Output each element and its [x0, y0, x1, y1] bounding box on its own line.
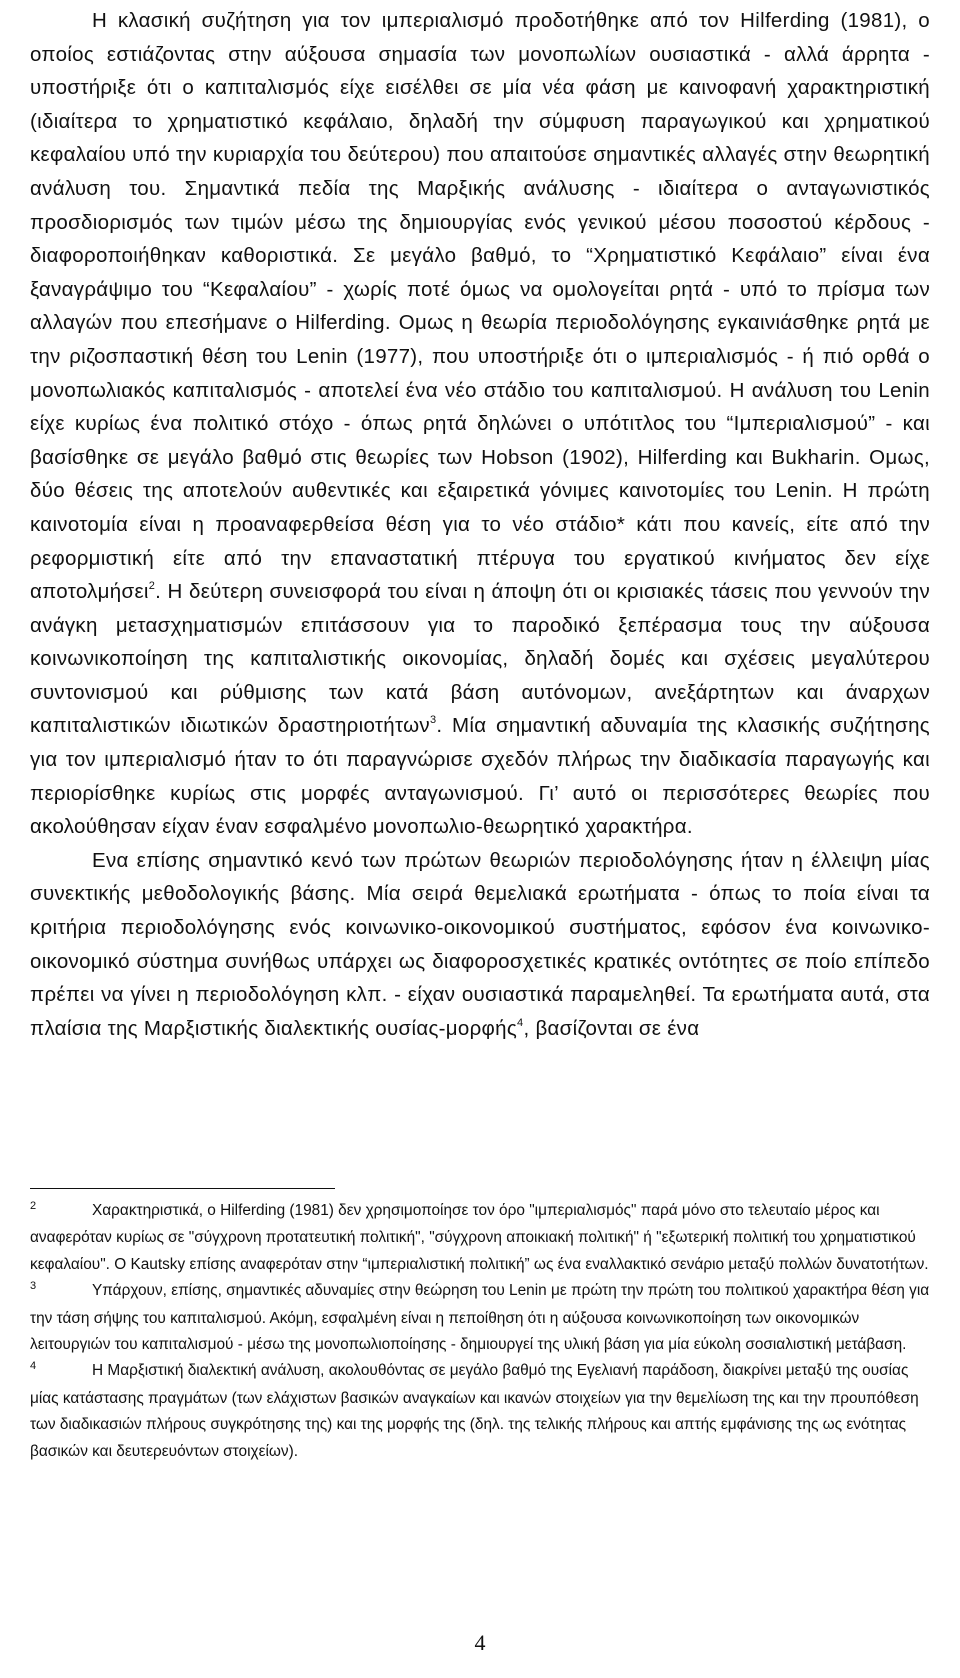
paragraph-text: . Μία σημαντική αδυναμία της κλασικής συζήτησης για τον ιμπεριαλισμό ήταν το ότι παραγνώρισε σχεδόν πλήρως την διαδικασία παραγωγής και περιορίσθηκε κυρίως στις μορφές ανταγωνισμού. Γι’ αυτό οι περισσότερες θεωρίες που ακολούθησαν είχαν έναν εσφαλμένο μονοπωλιο-θεωρητικό χαρακτήρα. — [30, 714, 930, 839]
footnote-number: 3 — [30, 1280, 37, 1293]
paragraph-text: , βασίζονται σε ένα — [523, 1016, 700, 1040]
footnote-number: 4 — [30, 1360, 37, 1373]
body-paragraph — [30, 844, 930, 1046]
footnote-text: Υπάρχουν, επίσης, σημαντικές αδυναμίες στην θεώρηση του Lenin με πρώτη την πρώτη του πολιτικού χαρακτήρα θέση για την τάση σήψης του καπιταλισμού. Ακόμη, εσφαλμένη είναι η πεποίθηση ότι η αύξουσα κοινωνικοποίηση των οικονομικών λειτουργιών του καπιταλισμού - μέσω της μονοπωλιοποίησης - δημιουργεί της υλική βάση για μία εύκολη σοσιαλιστική μετάβαση. — [30, 1282, 930, 1354]
footnote-text: Χαρακτηριστικά, ο Hilferding (1981) δεν χρησιμοποίησε τον όρο "ιμπεριαλισμός" παρά μόνο στο τελευταίο μέρος και αναφερόταν κυρίως σε "σύγχρονη προτατευτική πολιτική", "σύγχρονη αποικιακή πολιτική" ή "εξωτερική πολιτική του χρηματιστικού κεφαλαίου". Ο Kautsky επίσης αναφερόταν στην “ιμπεριαλιστική πολιτική” ως ένα εναλλακτικό σενάριο μεταξύ πολλών δυνατοτήτων. — [30, 1202, 929, 1273]
footnote-number: 2 — [30, 1200, 37, 1212]
footnote-reference[interactable]: 3 — [429, 714, 437, 727]
footnote — [30, 1358, 930, 1465]
footnote-separator — [30, 1188, 335, 1189]
footnote-text: Η Μαρξιστική διαλεκτική ανάλυση, ακολουθόντας σε μεγάλο βαθμό της Εγελιανή παράδοση, διακρίνει μεταξύ της ουσίας μίας κατάστασης πραγμάτων (των ελάχιστων βασικών αναγκαίων και ικανών στοιχείων για την θεμελίωση της και την προυπόθεση των διαδικασιών πλήρους συγκρότησης της) και της μορφής της (δηλ. της τελικής πλήρους και απτής εμφάνισης της ως ενότητας βασικών και δευτερευόντων στοιχείων). — [30, 1362, 919, 1460]
paragraph-text: . Η δεύτερη συνεισφορά του είναι η άποψη ότι οι κρισιακές τάσεις που γεννούν την ανάγκη μετασχηματισμών επιτάσσουν για το παροδικό ξεπέρασμα τους την αύξουσα κοινωνικοποίηση της καπιταλιστικής οικονομίας, δηλαδή δομές και σχέσεις μεγαλύτερου συντονισμού και ρύθμισης των κατά βάση αυτόνομων, ανεξάρτητων και άναρχων καπιταλιστικών ιδιωτικών δραστηριοτήτων — [30, 580, 930, 738]
body-paragraph — [30, 4, 930, 844]
footnote — [30, 1278, 930, 1358]
footnote — [30, 1198, 930, 1278]
main-text — [30, 4, 930, 1045]
paragraph-text: Η κλασική συζήτηση για τον ιμπεριαλισμό προδοτήθηκε από τον Hilferding (1981), ο οποίος εστιάζοντας στην αύξουσα σημασία των μονοπωλίων ουσιαστικά - αλλά άρρητα - υποστήριξε ότι ο καπιταλισμός είχε εισέλθει σε μία νέα φάση με καινοφανή χαρακτηριστική (ιδιαίτερα το χρηματιστικό κεφάλαιο, δηλαδή την σύμφυση παραγωγικού και χρηματικού κεφαλαίου υπό την κυριαρχία του δεύτερου) που απαιτούσε σημαντικές αλλαγές στην θεωρητική ανάλυση του. Σημαντικά πεδία της Μαρξικής ανάλυσης - ιδιαίτερα ο ανταγωνιστικός προσδιορισμός των τιμών μέσω της δημιουργίας ενός γενικού μέσου ποσοστού κέρδους - διαφοροποιήθηκαν καθοριστικά. Σε μεγάλο βαθμό, το “Χρηματιστικό Κεφάλαιο” είναι ένα ξαναγράψιμο του “Κεφαλαίου” - χωρίς ποτέ όμως να ομολογείται ρητά - υπό το πρίσμα των αλλαγών που επεσήμανε ο Hilferding. Ομως η θεωρία περιοδολόγησης εγκαινιάσθηκε ρητά με την ριζοσπαστική θέση του Lenin (1977), που υποστήριξε ότι ο ιμπεριαλισμός - ή πιό ορθά ο μονοπωλιακός καπιταλισμός - αποτελεί ένα νέο στάδιο του καπιταλισμού. Η ανάλυση του Lenin είχε κυρίως ένα πολιτικό στόχο - όπως ρητά δηλώνει ο υπότιτλος του “Ιμπεριαλισμού” - και βασίσθηκε σε μεγάλο βαθμό στις θεωρίες των Hobson (1902), Hilferding και Bukharin. Ομως, δύο θέσεις της αποτελούν αυθεντικές και εξαιρετικά γόνιμες καινοτομίες του Lenin. Η πρώτη καινοτομία είναι η προαναφερθείσα θέση για το νέο στάδιο* κάτι που κανείς, είτε από την ρεφορμιστική είτε από την επαναστατική πτέρυγα του εργατικού κινήματος δεν είχε αποτολμήσει — [30, 9, 930, 604]
page-number: 4 — [474, 1630, 486, 1655]
paragraph-text: Ενα επίσης σημαντικό κενό των πρώτων θεωριών περιοδολόγησης ήταν η έλλειψη μίας συνεκτικής μεθοδολογικής βάσης. Μία σειρά θεμελιακά ερωτήματα - όπως το ποία είναι τα κριτήρια περιοδολόγησης ενός κοινωνικο-οικονομικού συστήματος, εφόσον ένα κοινωνικο-οικονομικό σύστημα συνήθως υπάρχει ως διαφοροσχετικές κρατικές οντότητες σε ποίο επίπεδο πρέπει να γίνει η περιοδολόγηση κλπ. - είχαν ουσιαστικά παραμεληθεί. Τα ερωτήματα αυτά, στα πλαίσια της Μαρξιστικής διαλεκτικής ουσίας-μορφής — [30, 848, 930, 1040]
footnote-reference[interactable]: 2 — [148, 580, 156, 593]
footnotes — [30, 1198, 930, 1465]
footnote-reference[interactable]: 4 — [517, 1016, 524, 1029]
